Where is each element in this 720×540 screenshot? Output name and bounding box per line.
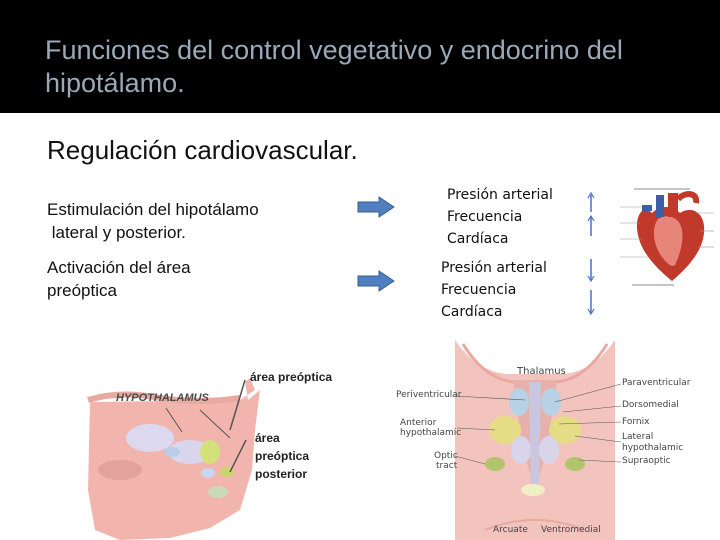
label-leader-lines bbox=[455, 380, 625, 530]
posterior-label-line: posterior bbox=[255, 467, 308, 481]
title-bar bbox=[0, 0, 720, 113]
hypothalamus-heading: HYPOTHALAMUS bbox=[116, 392, 209, 404]
response-line: Presión arterial bbox=[447, 187, 553, 203]
response-line: Presión arterial bbox=[441, 260, 547, 276]
right-arrow-icon bbox=[357, 196, 395, 218]
response-text-2 bbox=[441, 257, 547, 323]
response-line: Cardíaca bbox=[447, 231, 509, 247]
optic-tract-label: tract bbox=[436, 461, 458, 471]
paraventricular-label: Paraventricular bbox=[622, 378, 691, 388]
ventromedial-label: Ventromedial bbox=[541, 525, 601, 535]
lateral-label: Lateral bbox=[622, 432, 654, 442]
dorsomedial-label: Dorsomedial bbox=[622, 400, 679, 410]
response-line: Frecuencia bbox=[441, 282, 517, 298]
stimulus-text-1: Estimulación del hipotálamo lateral y posterior. bbox=[47, 200, 259, 242]
response-line: Frecuencia bbox=[447, 209, 523, 225]
preoptic-area-label: área preóptica bbox=[250, 370, 333, 384]
posterior-label-line: preóptica bbox=[255, 449, 310, 463]
anterior-hypothalamic-label: hypothalamic bbox=[400, 428, 462, 438]
heart-illustration bbox=[612, 183, 718, 295]
optic-label: Optic bbox=[434, 451, 458, 461]
response-text-1 bbox=[447, 184, 553, 250]
periventricular-label: Periventricular bbox=[396, 390, 462, 400]
posterior-label-line: área bbox=[255, 431, 280, 445]
lateral-hypothalamic-label: hypothalamic bbox=[622, 443, 684, 453]
hypothalamus-sagittal-illustration bbox=[80, 360, 365, 540]
decrease-arrow-icon bbox=[586, 258, 596, 316]
supraoptic-label: Supraoptic bbox=[622, 456, 671, 466]
increase-arrow-icon bbox=[586, 192, 596, 242]
right-arrow-icon bbox=[357, 270, 395, 292]
fornix-label: Fornix bbox=[622, 417, 650, 427]
slide-subtitle: Regulación cardiovascular. bbox=[47, 135, 358, 165]
anterior-label: Anterior bbox=[400, 418, 437, 428]
stimulus-text-2: Activación del área preóptica bbox=[47, 258, 191, 300]
slide-title: Funciones del control vegetativo y endocrino del hipotálamo. bbox=[45, 35, 623, 98]
arcuate-label: Arcuate bbox=[493, 525, 528, 535]
response-line: Cardíaca bbox=[441, 304, 503, 320]
thalamus-label: Thalamus bbox=[517, 366, 566, 377]
